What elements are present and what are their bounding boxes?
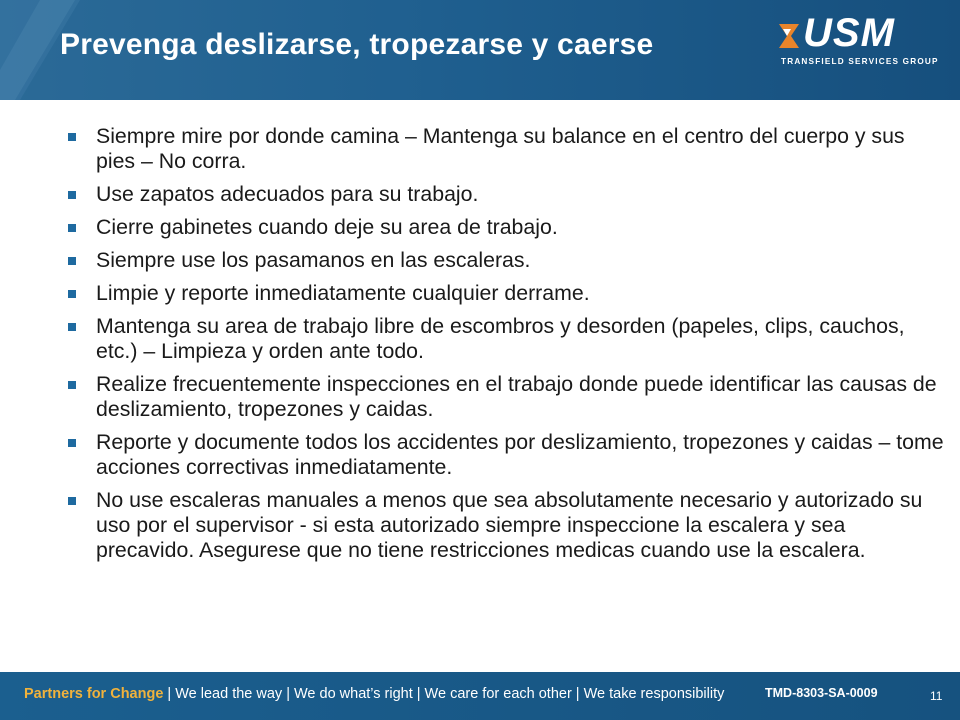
bullet-item	[68, 430, 948, 480]
square-bullet-icon	[68, 439, 76, 447]
logo-mark-icon	[777, 18, 803, 54]
bullet-text: Cierre gabinetes cuando deje su area de trabajo.	[96, 215, 558, 239]
bullet-text: Siempre mire por donde camina – Mantenga su balance en el centro del cuerpo y sus pies – No corra.	[96, 124, 905, 173]
bullet-item	[68, 281, 948, 306]
bullet-text: Reporte y documente todos los accidentes por deslizamiento, tropezones y caidas – tome acciones correctivas inmediatamente.	[96, 430, 944, 479]
slide-footer	[0, 672, 960, 720]
document-code: TMD-8303-SA-0009	[765, 686, 878, 700]
slide-title: Prevenga deslizarse, tropezarse y caerse	[60, 28, 654, 61]
footer-partners: Partners for Change	[24, 686, 164, 702]
company-logo	[777, 11, 939, 78]
slide-header	[0, 0, 960, 100]
square-bullet-icon	[68, 381, 76, 389]
bullet-item	[68, 215, 948, 240]
bullet-item	[68, 314, 948, 364]
square-bullet-icon	[68, 133, 76, 141]
bullet-text: Mantenga su area de trabajo libre de escombros y desorden (papeles, clips, cauchos, etc.) – Limpieza y orden ante todo.	[96, 314, 905, 363]
bullet-text: Limpie y reporte inmediatamente cualquier derrame.	[96, 281, 590, 305]
square-bullet-icon	[68, 191, 76, 199]
logo-subtitle: TRANSFIELD SERVICES GROUP	[781, 57, 939, 66]
bullet-text: No use escaleras manuales a menos que sea absolutamente necesario y autorizado su uso por el supervisor - si esta autorizado siempre inspeccione la escalera y sea precavido. Asegurese que no tiene restricciones medicas cuando use la escalera.	[96, 488, 923, 562]
square-bullet-icon	[68, 257, 76, 265]
square-bullet-icon	[68, 224, 76, 232]
square-bullet-icon	[68, 290, 76, 298]
bullet-text: Realize frecuentemente inspecciones en el trabajo donde puede identificar las causas de deslizamiento, tropezones y caidas.	[96, 372, 937, 421]
bullet-item	[68, 372, 948, 422]
bullet-item	[68, 488, 948, 563]
footer-tagline	[24, 686, 724, 702]
logo-wordmark: USM	[803, 11, 895, 55]
bullet-text: Use zapatos adecuados para su trabajo.	[96, 182, 479, 206]
square-bullet-icon	[68, 323, 76, 331]
bullet-item	[68, 182, 948, 207]
footer-values: | We lead the way | We do what’s right | We care for each other | We take responsibility	[163, 686, 725, 702]
page-number: 11	[930, 689, 943, 703]
bullet-item	[68, 248, 948, 273]
bullet-text: Siempre use los pasamanos en las escaleras.	[96, 248, 531, 272]
bullet-item	[68, 124, 948, 174]
bullet-list	[68, 124, 948, 571]
square-bullet-icon	[68, 497, 76, 505]
